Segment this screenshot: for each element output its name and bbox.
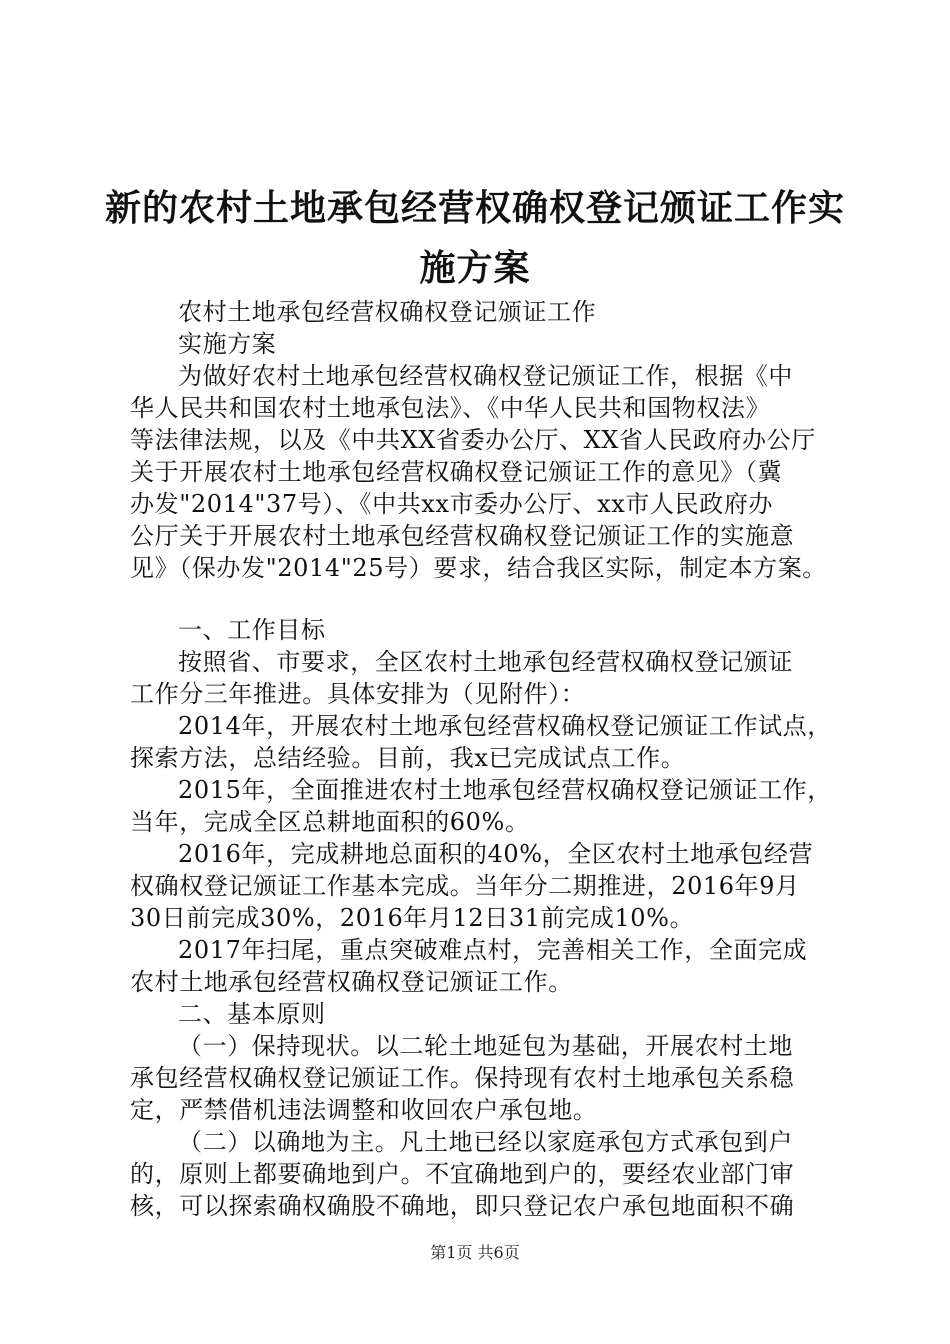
paragraph-line: 核，可以探索确权确股不确地，即只登记农户承包地面积不确	[130, 1192, 795, 1220]
subtitle-line-1: 农村土地承包经营权确权登记颁证工作	[178, 298, 597, 326]
paragraph-line: 等法律法规，以及《中共XX省委办公厅、XX省人民政府办公厅	[130, 426, 816, 454]
paragraph-line: （一）保持现状。以二轮土地延包为基础，开展农村土地	[178, 1032, 793, 1060]
paragraph-line: 按照省、市要求，全区农村土地承包经营权确权登记颁证	[178, 648, 793, 676]
paragraph-line: 探索方法，总结经验。目前，我x已完成试点工作。	[130, 744, 686, 772]
document-body	[130, 296, 830, 1222]
document-title-line-1: 新的农村土地承包经营权确权登记颁证工作实	[104, 187, 845, 229]
paragraph-line: 当年，完成全区总耕地面积的60%。	[130, 808, 530, 836]
paragraph-line: 权确权登记颁证工作基本完成。当年分二期推进，2016年9月	[130, 872, 800, 900]
paragraph-line: 农村土地承包经营权确权登记颁证工作。	[130, 968, 573, 996]
paragraph-line: 定，严禁借机违法调整和收回农户承包地。	[130, 1096, 598, 1124]
paragraph-line: 公厅关于开展农村土地承包经营权确权登记颁证工作的实施意	[130, 522, 795, 550]
paragraph-line: 华人民共和国农村土地承包法》、《中华人民共和国物权法》	[130, 394, 771, 422]
paragraph-line: 承包经营权确权登记颁证工作。保持现有农村土地承包关系稳	[130, 1064, 795, 1092]
page-footer: 第1页 共6页	[430, 1243, 520, 1262]
paragraph-line: 2014年，开展农村土地承包经营权确权登记颁证工作试点，	[178, 712, 832, 740]
paragraph-line: 工作分三年推进。具体安排为（见附件）：	[130, 680, 586, 708]
paragraph-line: 2015年，全面推进农村土地承包经营权确权登记颁证工作，	[178, 776, 832, 804]
section-heading: 二、基本原则	[178, 1000, 326, 1028]
subtitle-line-2: 实施方案	[178, 330, 277, 358]
document-title-line-2: 施方案	[419, 247, 531, 289]
paragraph-line: 见》（保办发"2014"25号）要求，结合我区实际，制定本方案。	[130, 554, 827, 582]
section-heading: 一、工作目标	[178, 616, 326, 644]
paragraph-line: （二）以确地为主。凡土地已经以家庭承包方式承包到户	[178, 1128, 793, 1156]
paragraph-line: 关于开展农村土地承包经营权确权登记颁证工作的意见》（冀	[130, 458, 783, 486]
paragraph-line: 2016年，完成耕地总面积的40%，全区农村土地承包经营	[178, 840, 814, 868]
paragraph-gap	[130, 584, 830, 614]
paragraph-line: 办发"2014"37号）、《中共xx市委办公厅、xx市人民政府办	[130, 490, 774, 518]
paragraph-line: 的，原则上都要确地到户。不宜确地到户的，要经农业部门审	[130, 1160, 795, 1188]
paragraph-line: 2017年扫尾，重点突破难点村，完善相关工作，全面完成	[178, 936, 808, 964]
paragraph-line: 为做好农村土地承包经营权确权登记颁证工作，根据《中	[178, 362, 793, 390]
paragraph-line: 30日前完成30%，2016年月12日31前完成10%。	[130, 904, 695, 932]
